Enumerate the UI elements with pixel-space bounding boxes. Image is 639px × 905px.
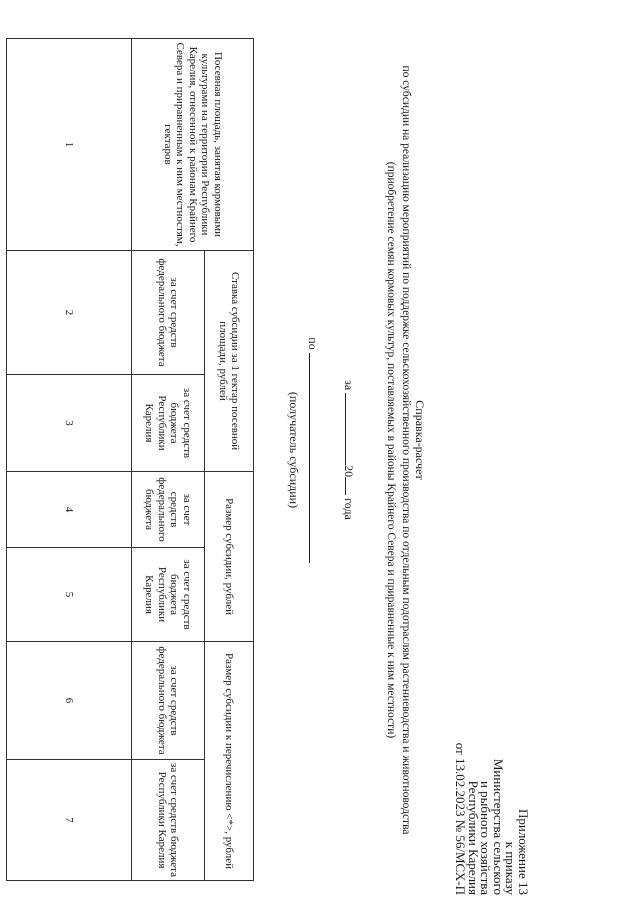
recipient-prefix: по	[306, 337, 320, 350]
header-rate-republic: за счет средств бюджета Республики Карелия	[132, 375, 205, 472]
column-number-cell: 1	[7, 39, 132, 251]
recipient-blank	[309, 353, 321, 563]
approval-line-appendix: Приложение 13	[516, 808, 531, 895]
year-blank	[345, 477, 357, 495]
form-note: (приобретение семян кормовых культур, поставляемых в районы Крайнего Севера и приравненные к ним местности)	[385, 161, 397, 739]
recipient-note: (получатель субсидии)	[287, 391, 301, 509]
period-blank	[345, 393, 357, 465]
period-line	[341, 0, 357, 900]
approval-block	[454, 735, 529, 895]
header-size-federal: за счет средств федерального бюджета	[132, 472, 205, 548]
approval-line-ministry: Министерства сельского	[491, 758, 506, 895]
recipient-line	[305, 0, 321, 900]
header-transfer-republic: за счет средств бюджета Республики Карелия	[132, 760, 205, 881]
header-rate-group: Ставка субсидии за 1 гектар посевной площади, рублей	[205, 251, 254, 472]
approval-line-date: от 13.02.2023 № 56/МСХ-П	[453, 742, 469, 895]
column-number-cell: 7	[7, 760, 132, 881]
period-prefix: за	[342, 380, 356, 391]
header-transfer-federal: за счет средств федерального бюджета	[132, 642, 205, 760]
header-row-1	[205, 39, 254, 881]
column-number-row	[7, 39, 132, 881]
subsidy-table	[6, 38, 254, 881]
form-title: Справка-расчет	[413, 400, 427, 480]
column-number-cell: 2	[7, 251, 132, 375]
approval-line-ministry-cont: и рыбного хозяйства	[478, 780, 494, 895]
column-number-cell: 6	[7, 642, 132, 760]
header-size-republic: за счет средств бюджета Республики Карелия	[132, 548, 205, 642]
header-rate-federal: за счет средств федерального бюджета	[132, 251, 205, 375]
header-size-group: Размер субсидии, рублей	[205, 472, 254, 642]
column-number-cell: 5	[7, 548, 132, 642]
header-sown-area: Посевная площадь, занятая кормовыми культурами на территории Республики Карелия, отнесенной к районам Крайнего Севера и приравненным к ним местностям, гектаров	[132, 39, 254, 251]
period-year: 20	[342, 465, 356, 478]
header-transfer-group: Размер субсидии к перечислению <*>, рублей	[205, 642, 254, 881]
column-number-cell: 4	[7, 472, 132, 548]
column-number-cell: 3	[7, 375, 132, 472]
form-subtitle: по субсидии на реализацию мероприятий по поддержке сельскохозяйственного производства по отдельным подотраслям растениеводства и животноводства	[400, 65, 412, 835]
period-suffix: года	[342, 498, 356, 520]
approval-line-republic: Республики Карелия	[466, 780, 481, 895]
approval-line-order: к приказу	[503, 841, 519, 895]
